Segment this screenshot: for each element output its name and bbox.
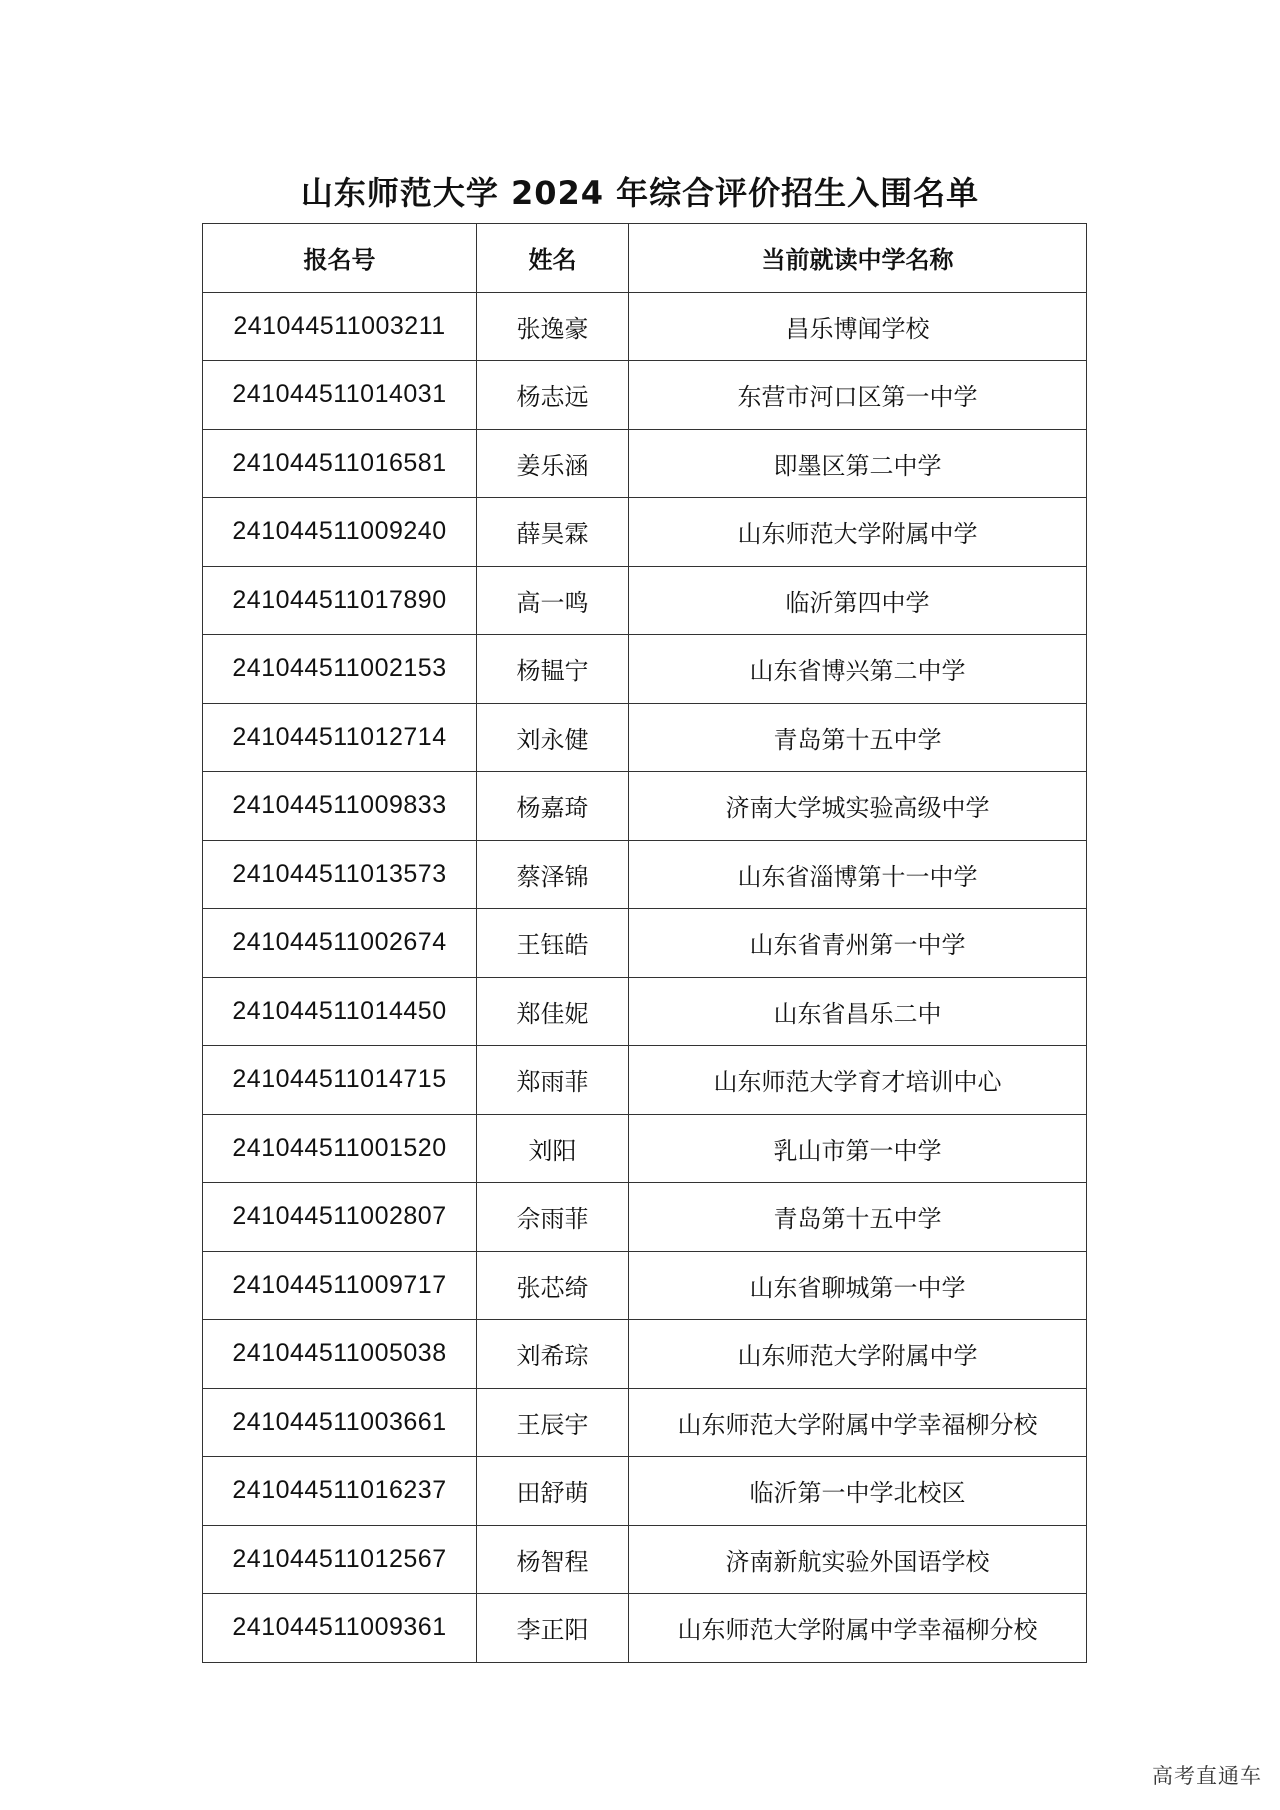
student-name-cell: 薛昊霖 bbox=[477, 498, 629, 567]
student-name-cell: 张逸豪 bbox=[477, 292, 629, 361]
table-row bbox=[203, 1183, 1087, 1252]
registration-number-cell: 241044511009833 bbox=[203, 772, 477, 841]
school-name-cell: 乳山市第一中学 bbox=[629, 1114, 1087, 1183]
registration-number-cell: 241044511009240 bbox=[203, 498, 477, 567]
student-name-cell: 杨智程 bbox=[477, 1525, 629, 1594]
school-name-cell: 山东省博兴第二中学 bbox=[629, 635, 1087, 704]
school-name-cell: 山东师范大学附属中学幸福柳分校 bbox=[629, 1388, 1087, 1457]
registration-number-cell: 241044511012714 bbox=[203, 703, 477, 772]
table-row bbox=[203, 1320, 1087, 1389]
header-school: 当前就读中学名称 bbox=[629, 224, 1087, 293]
registration-number-cell: 241044511014715 bbox=[203, 1046, 477, 1115]
table-row bbox=[203, 1457, 1087, 1526]
student-name-cell: 刘永健 bbox=[477, 703, 629, 772]
table-header-row bbox=[203, 224, 1087, 293]
document-title: 山东师范大学 2024 年综合评价招生入围名单 bbox=[300, 174, 980, 212]
table-row bbox=[203, 566, 1087, 635]
registration-number-cell: 241044511017890 bbox=[203, 566, 477, 635]
school-name-cell: 山东省青州第一中学 bbox=[629, 909, 1087, 978]
registration-number-cell: 241044511013573 bbox=[203, 840, 477, 909]
table-row bbox=[203, 635, 1087, 704]
table-row bbox=[203, 1046, 1087, 1115]
registration-number-cell: 241044511002674 bbox=[203, 909, 477, 978]
table-row bbox=[203, 1251, 1087, 1320]
registration-number-cell: 241044511016581 bbox=[203, 429, 477, 498]
table-row bbox=[203, 840, 1087, 909]
school-name-cell: 昌乐博闻学校 bbox=[629, 292, 1087, 361]
student-name-cell: 郑雨菲 bbox=[477, 1046, 629, 1115]
school-name-cell: 山东省聊城第一中学 bbox=[629, 1251, 1087, 1320]
registration-number-cell: 241044511003211 bbox=[203, 292, 477, 361]
table-row bbox=[203, 498, 1087, 567]
registration-number-cell: 241044511014450 bbox=[203, 977, 477, 1046]
table-row bbox=[203, 977, 1087, 1046]
school-name-cell: 山东师范大学附属中学 bbox=[629, 498, 1087, 567]
registration-number-cell: 241044511001520 bbox=[203, 1114, 477, 1183]
school-name-cell: 山东师范大学附属中学幸福柳分校 bbox=[629, 1594, 1087, 1663]
student-name-cell: 杨嘉琦 bbox=[477, 772, 629, 841]
school-name-cell: 山东师范大学育才培训中心 bbox=[629, 1046, 1087, 1115]
school-name-cell: 山东省昌乐二中 bbox=[629, 977, 1087, 1046]
student-name-cell: 刘阳 bbox=[477, 1114, 629, 1183]
school-name-cell: 临沂第四中学 bbox=[629, 566, 1087, 635]
school-name-cell: 山东省淄博第十一中学 bbox=[629, 840, 1087, 909]
registration-number-cell: 241044511009361 bbox=[203, 1594, 477, 1663]
school-name-cell: 青岛第十五中学 bbox=[629, 703, 1087, 772]
student-name-cell: 王辰宇 bbox=[477, 1388, 629, 1457]
student-name-cell: 王钰皓 bbox=[477, 909, 629, 978]
registration-number-cell: 241044511009717 bbox=[203, 1251, 477, 1320]
table-body bbox=[203, 292, 1087, 1662]
school-name-cell: 青岛第十五中学 bbox=[629, 1183, 1087, 1252]
table-row bbox=[203, 703, 1087, 772]
student-name-cell: 田舒萌 bbox=[477, 1457, 629, 1526]
student-name-cell: 姜乐涵 bbox=[477, 429, 629, 498]
table-row bbox=[203, 1594, 1087, 1663]
admission-list-table bbox=[202, 223, 1087, 1663]
school-name-cell: 东营市河口区第一中学 bbox=[629, 361, 1087, 430]
registration-number-cell: 241044511012567 bbox=[203, 1525, 477, 1594]
student-name-cell: 蔡泽锦 bbox=[477, 840, 629, 909]
student-name-cell: 李正阳 bbox=[477, 1594, 629, 1663]
student-name-cell: 高一鸣 bbox=[477, 566, 629, 635]
registration-number-cell: 241044511016237 bbox=[203, 1457, 477, 1526]
table-row bbox=[203, 1525, 1087, 1594]
table-row bbox=[203, 1388, 1087, 1457]
school-name-cell: 临沂第一中学北校区 bbox=[629, 1457, 1087, 1526]
school-name-cell: 济南大学城实验高级中学 bbox=[629, 772, 1087, 841]
table-row bbox=[203, 292, 1087, 361]
student-name-cell: 郑佳妮 bbox=[477, 977, 629, 1046]
registration-number-cell: 241044511003661 bbox=[203, 1388, 477, 1457]
student-name-cell: 佘雨菲 bbox=[477, 1183, 629, 1252]
school-name-cell: 济南新航实验外国语学校 bbox=[629, 1525, 1087, 1594]
registration-number-cell: 241044511014031 bbox=[203, 361, 477, 430]
student-name-cell: 张芯绮 bbox=[477, 1251, 629, 1320]
table-row bbox=[203, 361, 1087, 430]
registration-number-cell: 241044511002153 bbox=[203, 635, 477, 704]
student-name-cell: 杨志远 bbox=[477, 361, 629, 430]
table-row bbox=[203, 772, 1087, 841]
header-name: 姓名 bbox=[477, 224, 629, 293]
registration-number-cell: 241044511005038 bbox=[203, 1320, 477, 1389]
table-row bbox=[203, 909, 1087, 978]
registration-number-cell: 241044511002807 bbox=[203, 1183, 477, 1252]
watermark-label: 高考直通车 bbox=[1152, 1764, 1262, 1788]
header-registration-number: 报名号 bbox=[203, 224, 477, 293]
school-name-cell: 即墨区第二中学 bbox=[629, 429, 1087, 498]
table-row bbox=[203, 1114, 1087, 1183]
table-row bbox=[203, 429, 1087, 498]
student-name-cell: 杨韫宁 bbox=[477, 635, 629, 704]
student-name-cell: 刘希琮 bbox=[477, 1320, 629, 1389]
school-name-cell: 山东师范大学附属中学 bbox=[629, 1320, 1087, 1389]
